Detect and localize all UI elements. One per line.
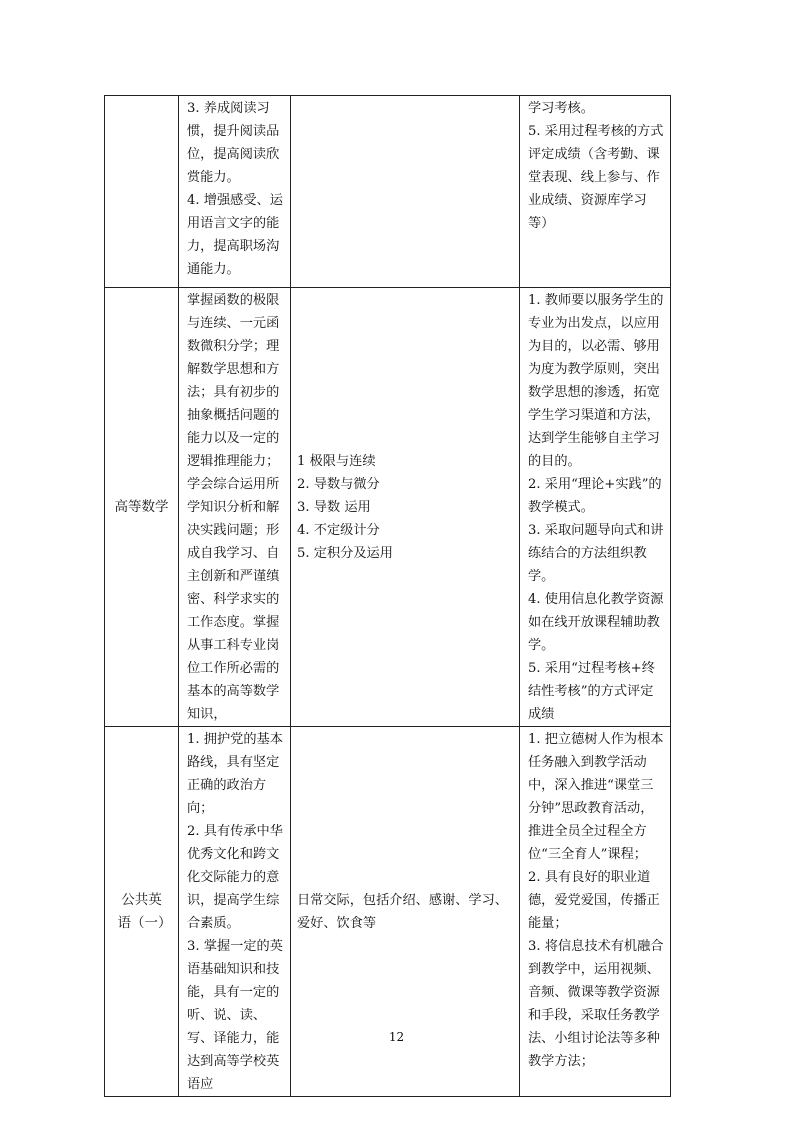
content-item: 1 极限与连续 [297,453,376,469]
table-row [105,96,671,288]
objective-item: 2. 具有传承中华优秀文化和跨文化交际能力的意识，提高学生综合素质。 [187,824,283,931]
objective-item: 4. 增强感受、运用语言文字的能力，提高职场沟通能力。 [187,193,283,277]
requirement-item: 学习考核。 [528,101,594,116]
course-name-cell [105,96,179,288]
requirement-item: 5. 采用“过程考核+终结性考核”的方式评定成绩 [528,661,655,722]
requirement-item: 5. 采用过程考核的方式评定成绩（含考勤、课堂表现、线上参与、作业成绩、资源库学习等） [528,124,664,231]
content-cell [291,96,520,288]
requirement-item: 3. 将信息技术有机融合到教学中，运用视频、音频、微课等教学资源和手段，采取任务教学法、小组讨论法等多种教学方法； [528,939,664,1069]
table-row [105,288,671,727]
content-item: 5. 定积分及运用 [297,545,393,561]
requirement-item: 1. 把立德树人作为根本任务融入到教学活动中，深入推进“课堂三分钟”思政教育活动，推进全员全过程全方位“三全育人”课程； [528,732,664,862]
course-name-cell [105,288,179,727]
content-item: 日常交际，包括介绍、感谢、学习、爱好、饮食等 [297,892,508,931]
requirement-item: 1. 教师要以服务学生的专业为出发点，以应用为目的，以必需、够用为度为教学原则，突出数学思想的渗透，拓宽学生学习渠道和方法，达到学生能够自主学习的目的。 [528,293,664,469]
objective-item: 掌握函数的极限与连续、一元函数微积分学；理解数学思想和方法；具有初步的抽象概括问题的能力以及一定的逻辑推理能力；学会综合运用所学知识分析和解决实践问题；形成自我学习、自主创新和严谨缜密、科学求实的工作态度。掌握从事工科专业岗位工作所必需的基本的高等数学知识， [187,293,280,722]
content-item: 2. 导数与微分 [297,476,380,492]
objective-item: 3. 养成阅读习惯，提升阅读品位，提高阅读欣赏能力。 [187,101,280,185]
requirement-item: 2. 具有良好的职业道德，爱党爱国，传播正能量； [528,870,660,931]
requirement-item: 3. 采取问题导向式和讲练结合的方法组织教学。 [528,523,664,584]
course-name: 公共英语（一） [117,891,172,931]
content-item: 3. 导数 运用 [297,499,371,515]
objective-item: 3. 掌握一定的英语基础知识和技能，具有一定的听、说、读、写、译能力，能达到高等学校英语应 [187,939,283,1092]
objectives-cell [179,96,291,288]
requirements-cell [520,288,671,727]
requirement-item: 2. 采用“理论+实践”的教学模式。 [528,477,662,515]
objectives-cell [179,288,291,727]
content-cell [291,288,520,727]
requirements-cell [520,96,671,288]
requirement-item: 4. 使用信息化教学资源如在线开放课程辅助教学。 [528,592,664,653]
objective-item: 1. 拥护党的基本路线，具有坚定正确的政治方向； [187,732,283,816]
course-name: 高等数学 [114,498,169,515]
content-item: 4. 不定级计分 [297,522,380,538]
page-number: 12 [388,1030,405,1044]
curriculum-table [104,95,671,1097]
